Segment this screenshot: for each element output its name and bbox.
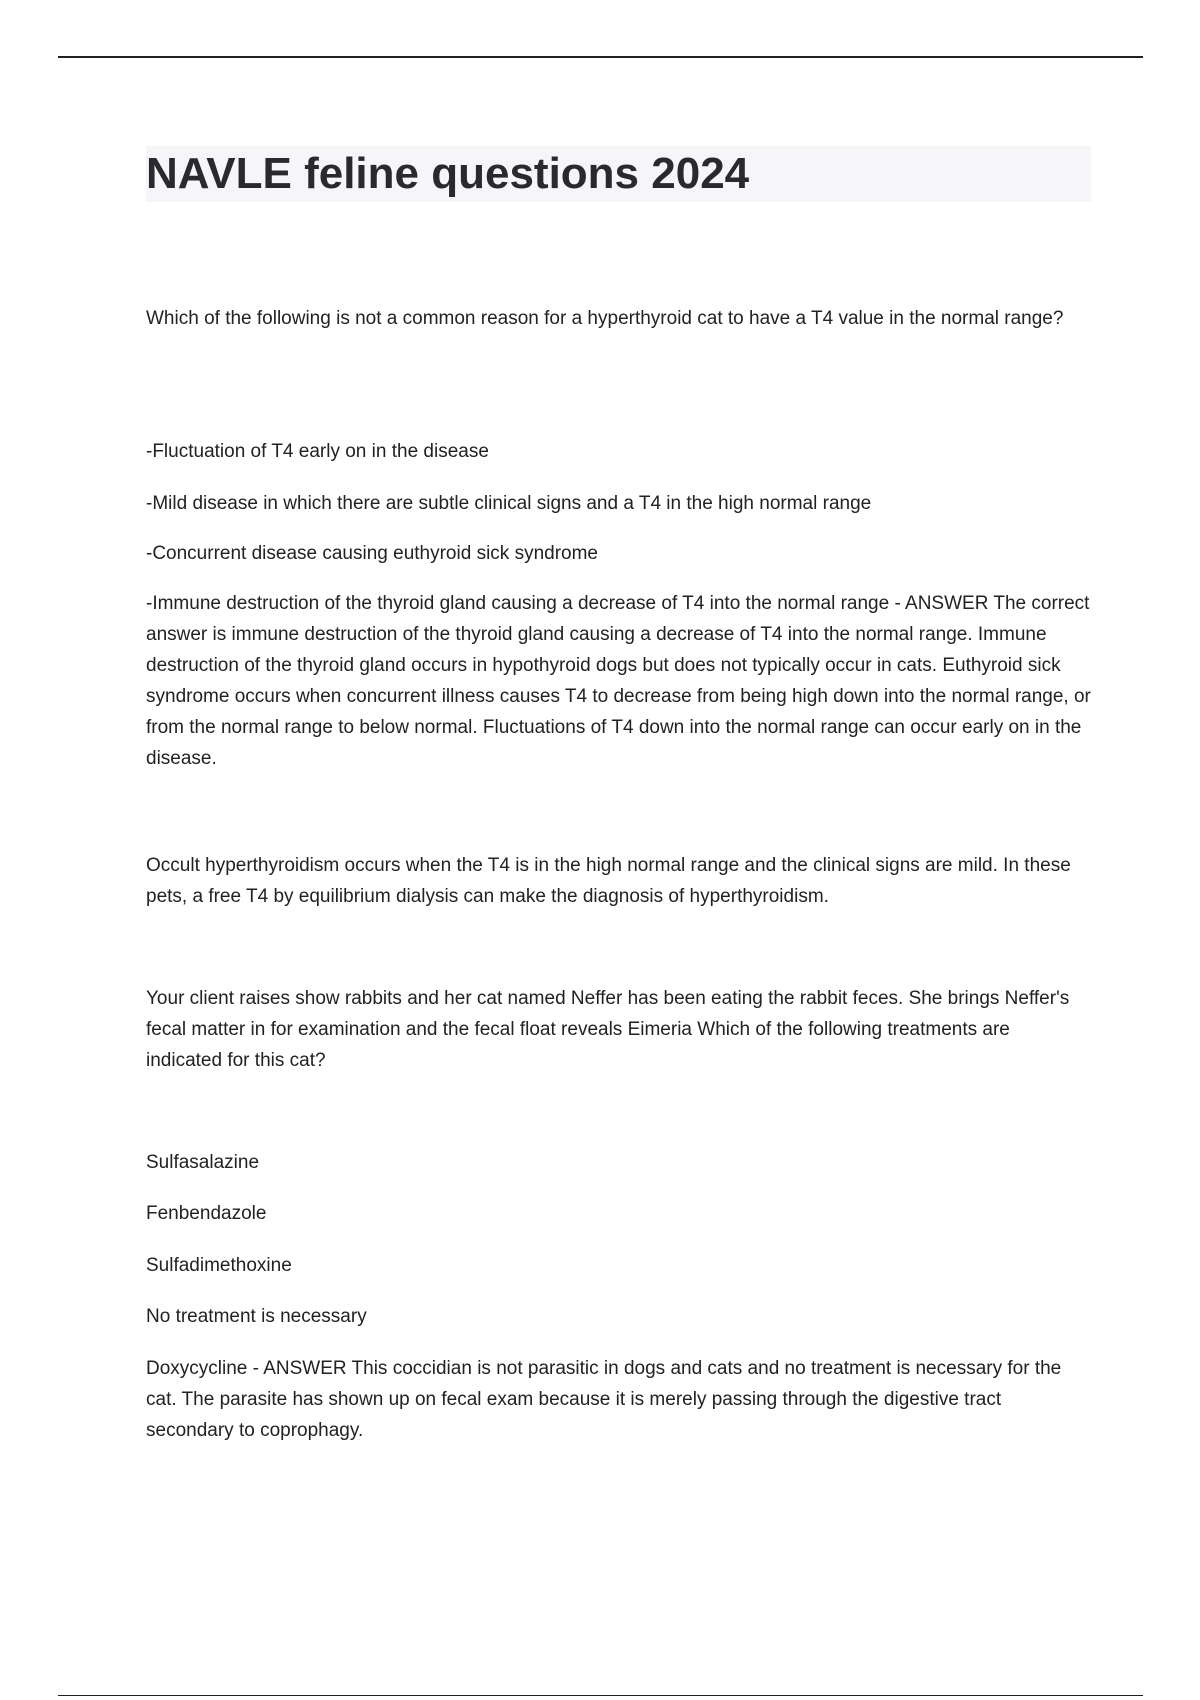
question-2-option-2: Fenbendazole [146, 1203, 267, 1224]
question-1-option-1: -Fluctuation of T4 early on in the disease [146, 441, 489, 462]
page-title: NAVLE feline questions 2024 [146, 149, 750, 198]
question-2-text: Your client raises show rabbits and her cat named Neffer has been eating the rabbit feces. She brings Neffer's fecal matter in for examination and the fecal float reveals Eimeria Which of the following treatments are indicated for this cat? [146, 988, 1070, 1071]
question-1-note: Occult hyperthyroidism occurs when the T4 is in the high normal range and the clinical signs are mild. In these pets, a free T4 by equilibrium dialysis can make the diagnosis of hyperthyroidism. [146, 855, 1071, 907]
question-2-answer: Doxycycline - ANSWER This coccidian is not parasitic in dogs and cats and no treatment is necessary for the cat. The parasite has shown up on fecal exam because it is merely passing through the digestive tract secondary to coprophagy. [146, 1358, 1062, 1441]
question-2-option-3: Sulfadimethoxine [146, 1255, 292, 1276]
question-1-answer: -Immune destruction of the thyroid gland causing a decrease of T4 into the normal range - ANSWER The correct answer is immune destruction of the thyroid gland causing a decrease of T4 into the normal range. Immune destruction of the thyroid gland occurs in hypothyroid dogs but does not typically occur in cats. Euthyroid sick syndrome occurs when concurrent illness causes T4 to decrease from being high down into the normal range, or from the normal range to below normal. Fluctuations of T4 down into the normal range can occur early on in the disease. [146, 593, 1091, 769]
question-2-option-4: No treatment is necessary [146, 1306, 367, 1327]
question-1-option-2: -Mild disease in which there are subtle clinical signs and a T4 in the high normal range [146, 493, 872, 514]
header-rule [58, 56, 1143, 58]
question-2-option-1: Sulfasalazine [146, 1152, 260, 1173]
question-1-option-3: -Concurrent disease causing euthyroid sick syndrome [146, 543, 598, 564]
footer-rule [58, 1695, 1143, 1696]
question-1-text: Which of the following is not a common reason for a hyperthyroid cat to have a T4 value in the normal range? [146, 308, 1064, 329]
